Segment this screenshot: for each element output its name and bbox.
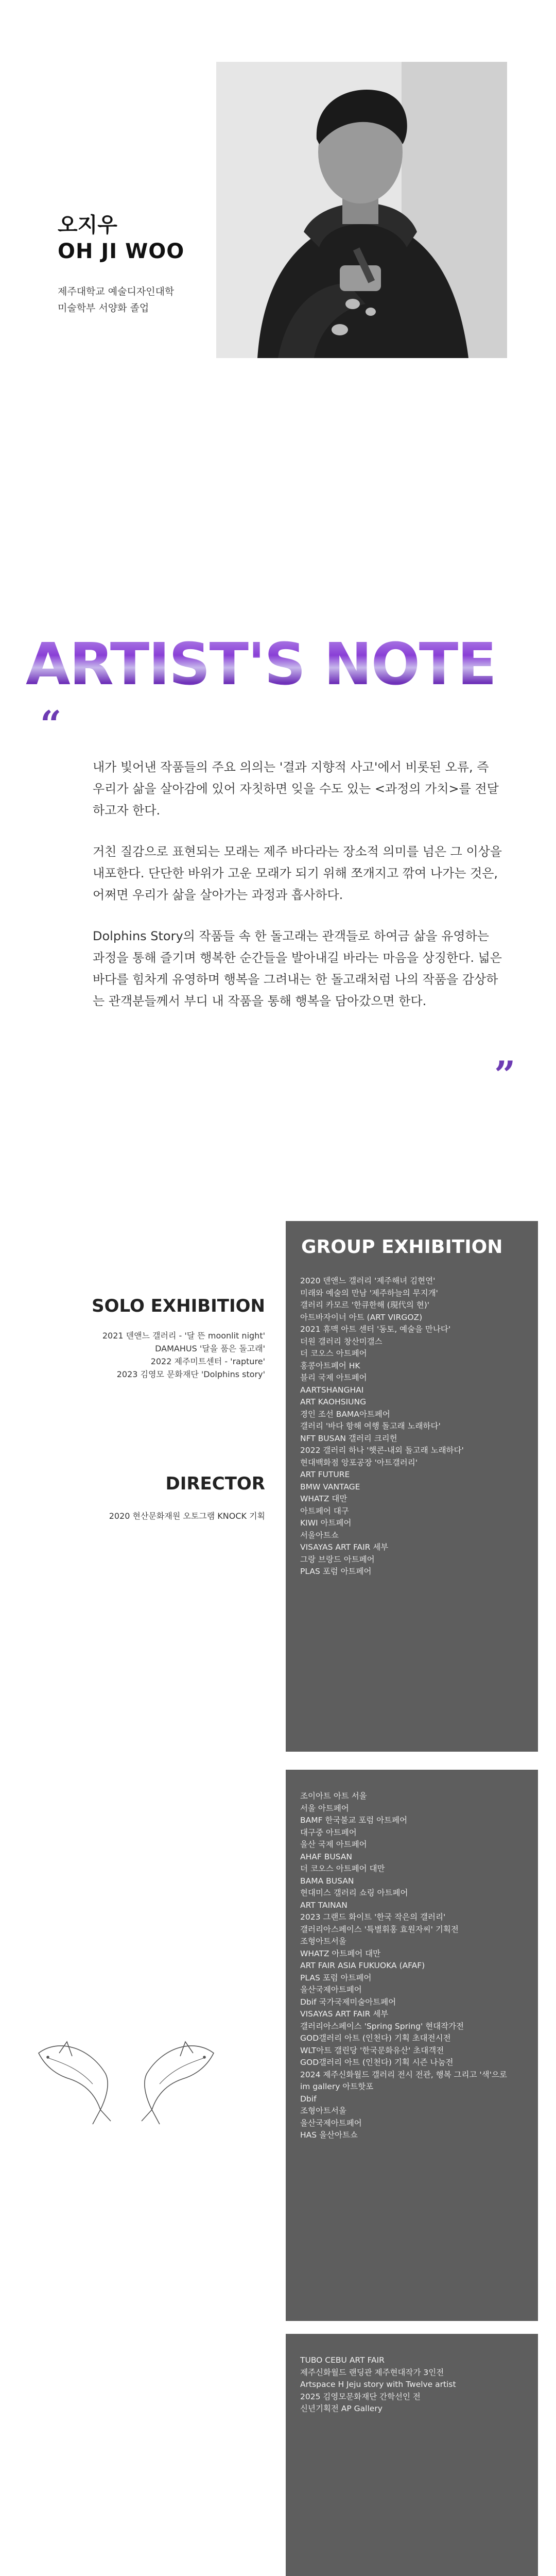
note-paragraph: 거친 질감으로 표현되는 모래는 제주 바다라는 장소적 의미를 넘은 그 이상을 내포한다. 단단한 바위가 고운 모래가 되기 위해 쪼개지고 깎여 나가는 것은, 어쩌면 우리가 삶을 살아가는 과정과 흡사하다. [93,844,502,902]
group-exhibition-item: ART FAIR ASIA FUKUOKA (AFAF) [300,1961,425,1970]
group-exhibition-list [300,1275,527,1578]
dolphin-sketch-illustration [28,2032,224,2133]
group-exhibition-item: ART TAINAN [300,1900,348,1910]
group-exhibition-item: Artspace H Jeju story with Twelve artist [300,2380,456,2389]
group-exhibition-item: 울산국제아트페어 [300,1985,362,1994]
group-exhibition-item: Dbif [300,2094,317,2104]
group-exhibition-item: ART KAOHSIUNG [300,1397,367,1406]
artist-name-english: OH JI WOO [58,240,185,263]
artist-name-korean: 오지우 [58,213,117,237]
solo-exhibition-title: SOLO EXHIBITION [92,1296,265,1316]
director-list [109,1510,265,1522]
director-item: 2020 현산문화재원 오토그램 KNOCK 기획 [109,1511,265,1521]
group-exhibition-item: 울산 국제 아트페어 [300,1840,367,1849]
group-exhibition-item: 현대백화점 앙포공장 '아트갤러리' [300,1458,418,1467]
group-exhibition-item: VISAYAS ART FAIR 세부 [300,1543,389,1552]
group-exhibition-item: GOD갤러리 아트 (인천다) 기획 시즌 나눔전 [300,2058,454,2067]
group-exhibition-panel [286,1221,538,1752]
group-exhibition-item: 현대미스 갤러리 쇼링 아트페어 [300,1888,408,1897]
group-exhibition-item: AARTSHANGHAI [300,1385,364,1395]
group-exhibition-item: HAS 울산아트쇼 [300,2130,358,2140]
group-exhibition-item: 제주신화월드 랜딩관 제주현대작가 3인전 [300,2367,444,2377]
solo-exhibition-item: 2021 덴앤느 갤러리 - '달 뜬 moonlit night' [102,1331,265,1341]
education-school: 제주대학교 예술디자인대학 [58,286,175,297]
note-paragraph: 내가 빛어낸 작품들의 주요 의의는 '결과 지향적 사고'에서 비롯된 오류, 즉 우리가 삶을 살아감에 있어 자칫하면 잊을 수도 있는 <과정의 가치>를 전달하고자 한다. [93,760,499,818]
group-exhibition-panel-continued [286,1770,538,2321]
close-quote-icon: ” [494,1053,516,1096]
group-exhibition-item: WHATZ 대만 [300,1494,348,1503]
note-paragraph: Dolphins Story의 작품들 속 한 돌고래는 관객들로 하여금 삶을 유영하는 과정을 통해 즐기며 행복한 순간들을 발아내길 바라는 마음을 상징한다. 넓은 바다를 힘차게 유영하며 행복을 그려내는 한 돌고래처럼 나의 작품을 감상하는 관객분들께서 부디 내 작품을 통해 행복을 담아갔으면 한다. [93,929,502,1008]
group-exhibition-item: 2024 제주신화월드 갤러리 전시 전관, 행복 그리고 '색'으로 [300,2070,507,2079]
group-exhibition-item: 조형아트서울 [300,2106,346,2115]
group-exhibition-item: 대구중 아트페어 [300,1827,357,1837]
group-exhibition-item: KIWI 아트페어 [300,1518,352,1528]
group-exhibition-item: 2023 그랜드 화이트 '한국 작은의 갤러리' [300,1912,446,1922]
artist-profile [0,0,556,381]
group-exhibition-item: GOD갤러리 아트 (인천다) 기획 초대전시전 [300,2033,451,2043]
group-exhibition-item: 2022 갤러리 하나 '햇콘-내외 돌고래 노래하다' [300,1446,464,1455]
group-exhibition-item: 갤러리 카모르 '한큐한해 (現代의 현)' [300,1300,430,1310]
open-quote-icon: “ [40,702,62,746]
group-exhibition-item: 블리 국제 아트페어 [300,1373,367,1382]
group-exhibition-list [300,2354,527,2415]
group-exhibition-item: 조형아트서울 [300,1937,346,1946]
group-exhibition-item: NFT BUSAN 갤러리 크리헌 [300,1433,397,1443]
group-exhibition-item: PLAS 포럼 아트페어 [300,1973,372,1982]
group-exhibition-item: 울산국제아트페어 [300,2118,362,2128]
group-exhibition-item: 2021 휴맥 아트 센터 '동토, 예술을 만나다' [300,1325,451,1334]
solo-exhibition-item: 2022 제주미트센터 - 'rapture' [150,1357,265,1366]
solo-exhibition-item: 2023 김영모 문화재단 'Dolphins story' [116,1369,265,1379]
group-exhibition-item: 갤러리 '바다 항해 여행 돌고래 노래하다' [300,1421,441,1431]
artist-note-title: ARTIST'S NOTE [26,634,515,696]
group-exhibition-item: VISAYAS ART FAIR 세부 [300,2009,389,2019]
group-exhibition-item: BAMF 한국불교 포럼 아트페어 [300,1816,408,1825]
group-exhibition-item: BAMA BUSAN [300,1876,354,1886]
group-exhibition-item: 서울아트쇼 [300,1530,339,1540]
group-exhibition-item: im gallery 아트핫포 [300,2082,374,2091]
group-exhibition-item: ART FUTURE [300,1470,350,1479]
group-exhibition-item: 신년기획전 AP Gallery [300,2404,383,2413]
group-exhibition-item: 아트바자이너 아트 (ART VIRGOZ) [300,1312,423,1322]
group-exhibition-panel-continued [286,2334,538,2576]
group-exhibition-item: 서울 아트페어 [300,1803,349,1813]
artist-note-body [93,756,505,1031]
group-exhibition-item: 더 코오스 아트페어 [300,1349,367,1358]
group-exhibition-item: 2020 덴앤느 갤러리 '제주해녀 김현연' [300,1276,436,1285]
solo-exhibition-list [102,1329,265,1381]
group-exhibition-item: 조이아트 아트 서울 [300,1791,367,1801]
group-exhibition-item: 더원 갤러리 창산미갤스 [300,1336,383,1346]
group-exhibition-item: 미래와 예술의 만남 '제주하늘의 무지개' [300,1288,438,1298]
artist-education [58,283,212,316]
group-exhibition-item: 갤러리아스페이스 'Spring Spring' 현대작가전 [300,2021,464,2031]
education-major: 미술학부 서양화 졸업 [58,302,149,314]
group-exhibition-item: 더 코오스 아트페어 대만 [300,1864,385,1873]
artist-portrait-photo [216,62,507,358]
group-exhibition-item: 2025 김영모문화재단 간학선인 전 [300,2392,421,2401]
group-exhibition-item: PLAS 포럼 아트페어 [300,1567,372,1576]
solo-exhibition-item: DAMAHUS '달을 품은 돌고래' [155,1344,265,1353]
group-exhibition-item: TUBO CEBU ART FAIR [300,2355,385,2365]
group-exhibition-item: WHATZ 아트페어 대만 [300,1948,381,1958]
director-title: DIRECTOR [165,1473,265,1494]
group-exhibition-item: 갤러리아스페이스 '특별휘홍 효원자씨' 기획전 [300,1924,459,1934]
group-exhibition-item: 아트페어 대구 [300,1506,349,1516]
group-exhibition-item: 경인 조선 BAMA아트페어 [300,1409,390,1419]
group-exhibition-item: Dbif 국가국제미술아트페어 [300,1997,396,2007]
group-exhibition-item: BMW VANTAGE [300,1482,360,1492]
group-exhibition-list [300,1790,527,2142]
group-exhibition-item: WLT아트 갤린당 '한국문화유산' 초대객전 [300,2045,444,2055]
group-exhibition-item: 홍콩아트페어 HK [300,1361,360,1370]
group-exhibition-item: 그랑 브랑드 아트페어 [300,1554,375,1564]
group-exhibition-title: GROUP EXHIBITION [301,1236,503,1258]
group-exhibition-item: AHAF BUSAN [300,1852,353,1861]
